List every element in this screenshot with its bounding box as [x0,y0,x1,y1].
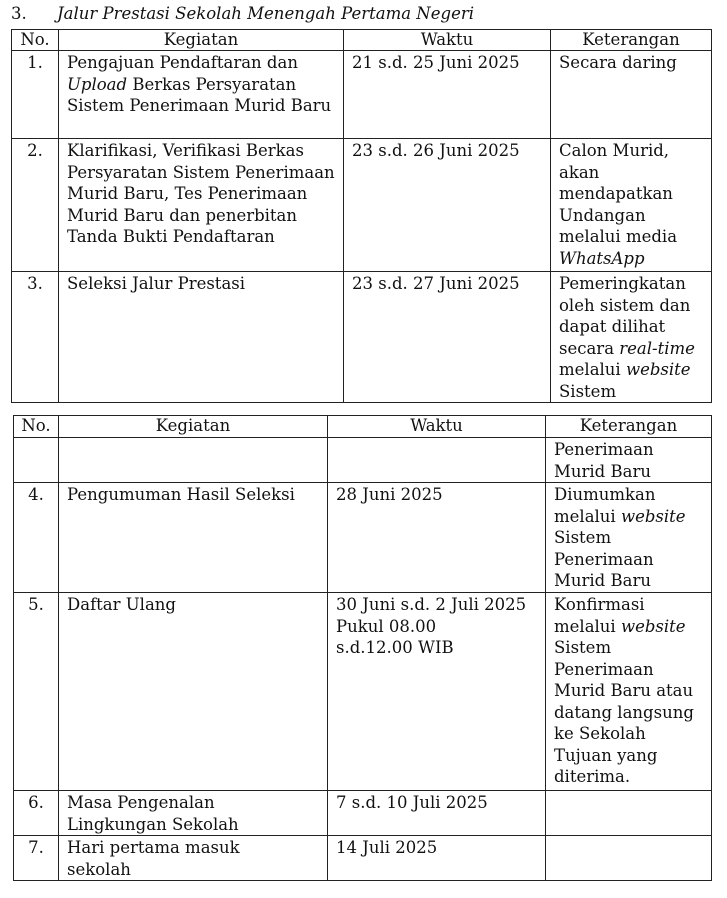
row-no: 7. [14,836,59,881]
header-waktu: Waktu [344,30,551,51]
header-keterangan: Keterangan [551,30,712,51]
header-no: No. [12,30,59,51]
section-title: Jalur Prestasi Sekolah Menengah Pertama Negeri [57,4,475,23]
row-no: 4. [14,483,59,593]
row-kegiatan: Masa Pengenalan Lingkungan Sekolah [59,791,328,836]
header-no: No. [14,416,59,438]
table-row [14,593,712,791]
table-row [12,139,712,272]
row-waktu: 14 Juli 2025 [328,836,546,881]
row-waktu [328,593,546,791]
row-no: 3. [12,272,59,403]
row-kegiatan: Daftar Ulang [59,593,328,791]
table-header-row [12,30,712,51]
section-number: 3. [11,4,27,23]
row-keterangan: Calon Murid, akan mendapatkan Undangan melalui media WhatsApp [551,139,712,272]
row-keterangan: Pemeringkatan oleh sistem dan dapat dilihat secara real-time melalui website Sistem [551,272,712,403]
row-kegiatan: Pengajuan Pendaftaran dan Upload Berkas Persyaratan Sistem Penerimaan Murid Baru [59,51,344,139]
row-keterangan: Secara daring [551,51,712,139]
row-no: 2. [12,139,59,272]
section-heading [11,4,474,23]
table-row [14,836,712,881]
row-no [14,438,59,483]
table-row [12,51,712,139]
table-header-row [14,416,712,438]
row-no: 5. [14,593,59,791]
table-row [14,438,712,483]
table-row [14,483,712,593]
header-kegiatan: Kegiatan [59,30,344,51]
schedule-table-part-1 [11,29,712,403]
row-keterangan: Konfirmasi melalui website Sistem Penerimaan Murid Baru atau datang langsung ke Sekolah Tujuan yang diterima. [546,593,712,791]
row-no: 1. [12,51,59,139]
row-waktu-time: Pukul 08.00 s.d.12.00 WIB [336,616,454,657]
row-keterangan [546,791,712,836]
header-waktu: Waktu [328,416,546,438]
row-keterangan: Diumumkan melalui website Sistem Penerimaan Murid Baru [546,483,712,593]
header-kegiatan: Kegiatan [59,416,328,438]
row-waktu: 28 Juni 2025 [328,483,546,593]
row-keterangan: Penerimaan Murid Baru [546,438,712,483]
row-waktu: 7 s.d. 10 Juli 2025 [328,791,546,836]
table-row [12,272,712,403]
row-kegiatan: Klarifikasi, Verifikasi Berkas Persyaratan Sistem Penerimaan Murid Baru, Tes Penerimaan Murid Baru dan penerbitan Tanda Bukti Pendaftaran [59,139,344,272]
row-waktu: 23 s.d. 26 Juni 2025 [344,139,551,272]
row-kegiatan: Hari pertama masuk sekolah [59,836,328,881]
row-waktu: 21 s.d. 25 Juni 2025 [344,51,551,139]
row-kegiatan: Pengumuman Hasil Seleksi [59,483,328,593]
header-keterangan: Keterangan [546,416,712,438]
row-waktu [328,438,546,483]
table-row [14,791,712,836]
row-waktu: 23 s.d. 27 Juni 2025 [344,272,551,403]
row-keterangan [546,836,712,881]
row-waktu-date: 30 Juni s.d. 2 Juli 2025 [336,595,527,614]
row-kegiatan [59,438,328,483]
schedule-table-part-2 [13,415,712,881]
row-kegiatan: Seleksi Jalur Prestasi [59,272,344,403]
row-no: 6. [14,791,59,836]
